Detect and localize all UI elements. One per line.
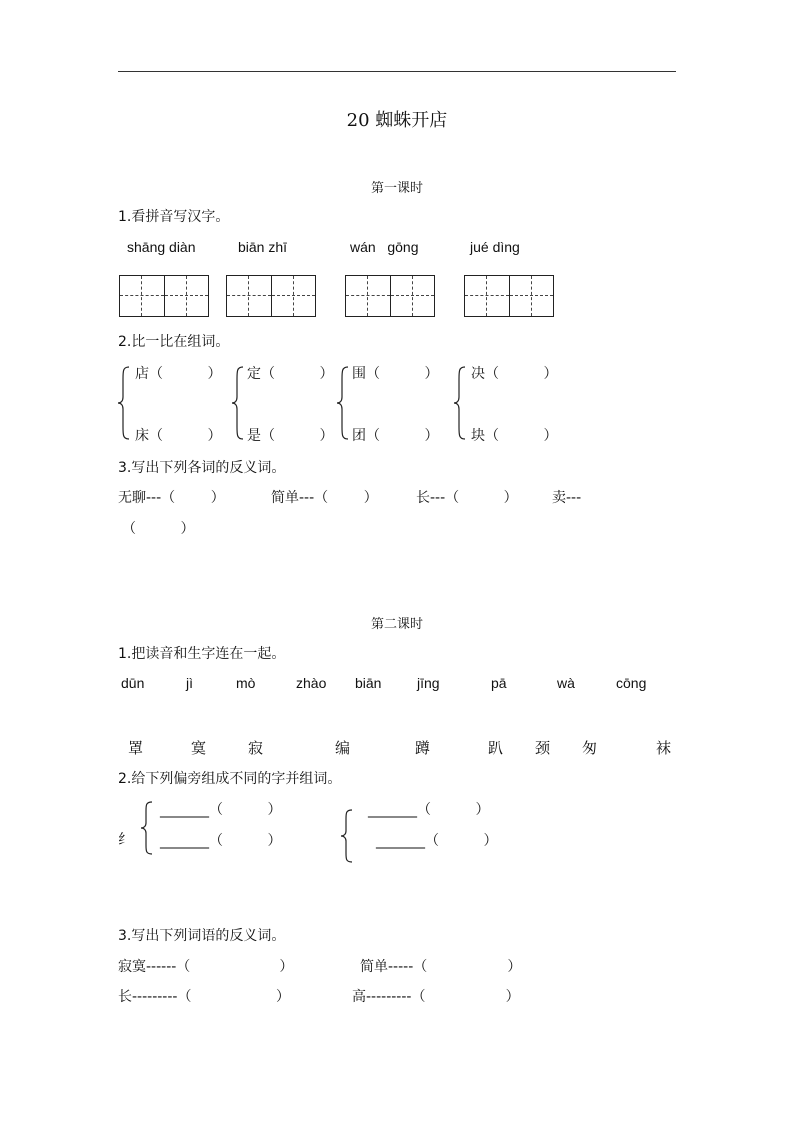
radical-blank-4: _______（ ） [376,833,498,849]
header-rule [118,71,676,72]
char-item: 匆 [582,739,598,757]
char-item: 蹲 [415,739,431,757]
char-item: 趴 [488,739,504,757]
pinyin-item: jì [186,675,193,691]
grid-cell[interactable] [390,276,434,316]
pinyin-item: mò [236,675,256,691]
brace-icon [336,365,350,441]
pinyin-item: dūn [121,675,145,691]
l2-q3-label: 3.写出下列词语的反义词。 [118,928,286,944]
grid-cell[interactable] [271,276,315,316]
pinyin-3: wán gōng [350,239,419,255]
l1-q1-label: 1.看拼音写汉字。 [118,209,230,225]
pinyin-1: shāng diàn [127,239,196,255]
pinyin-2: biān zhī [238,239,288,255]
antonym-6: 简单-----（ ） [360,959,522,975]
grid-cell[interactable] [509,276,553,316]
grid-cell[interactable] [346,276,390,316]
char-item: 寂 [248,739,264,757]
writing-grid-1[interactable] [119,275,209,317]
l2-q1-label: 1.把读音和生字连在一起。 [118,646,286,662]
brace-icon [453,365,467,441]
grid-cell[interactable] [227,276,271,316]
writing-grid-3[interactable] [345,275,435,317]
l1-q3-label: 3.写出下列各词的反义词。 [118,460,286,476]
pinyin-item: pā [491,675,507,691]
char-item: 袜 [656,739,672,757]
antonym-4: 卖--- [552,490,582,506]
pinyin-4: jué dìng [470,239,520,255]
compare-bottom-2: 是（ ） [247,428,334,444]
brace-icon [340,808,354,864]
writing-grid-2[interactable] [226,275,316,317]
pinyin-item: zhào [296,675,327,691]
compare-top-2: 定（ ） [247,366,334,382]
pinyin-item: biān [355,675,382,691]
compare-bottom-1: 床（ ） [135,428,222,444]
compare-top-4: 决（ ） [471,366,558,382]
brace-icon [117,365,131,441]
brace-icon [140,800,154,856]
compare-bottom-3: 团（ ） [352,428,439,444]
antonym-8: 高---------（ ） [352,989,520,1005]
l1-q2-label: 2.比一比在组词。 [118,334,230,350]
pinyin-item: jīng [417,675,440,691]
radical-blank-1: _______（ ） [160,802,282,818]
antonym-5: 寂寞------（ ） [118,959,294,975]
radical-blank-2: _______（ ） [160,833,282,849]
compare-top-3: 围（ ） [352,366,439,382]
radical-char: 纟 [118,832,132,848]
antonym-4-blank: （ ） [122,521,195,537]
pinyin-item: cōng [616,675,647,691]
compare-bottom-4: 块（ ） [471,428,558,444]
antonym-3: 长---（ ） [416,490,518,506]
lesson1-heading: 第一课时 [370,181,423,196]
grid-cell[interactable] [164,276,208,316]
lesson2-heading: 第二课时 [370,617,423,632]
compare-top-1: 店（ ） [135,366,222,382]
antonym-2: 简单---（ ） [271,490,378,506]
writing-grid-4[interactable] [464,275,554,317]
pinyin-item: wà [557,675,575,691]
char-item: 编 [335,739,351,757]
antonym-7: 长---------（ ） [118,989,291,1005]
grid-cell[interactable] [120,276,164,316]
char-item: 颈 [535,739,551,757]
grid-cell[interactable] [465,276,509,316]
page-title: 20 蜘蛛开店 [346,110,448,131]
l2-q2-label: 2.给下列偏旁组成不同的字并组词。 [118,771,342,787]
brace-icon [231,365,245,441]
antonym-1: 无聊---（ ） [118,490,225,506]
char-item: 寞 [191,739,207,757]
char-item: 罩 [128,739,144,757]
radical-blank-3: _______（ ） [368,802,490,818]
